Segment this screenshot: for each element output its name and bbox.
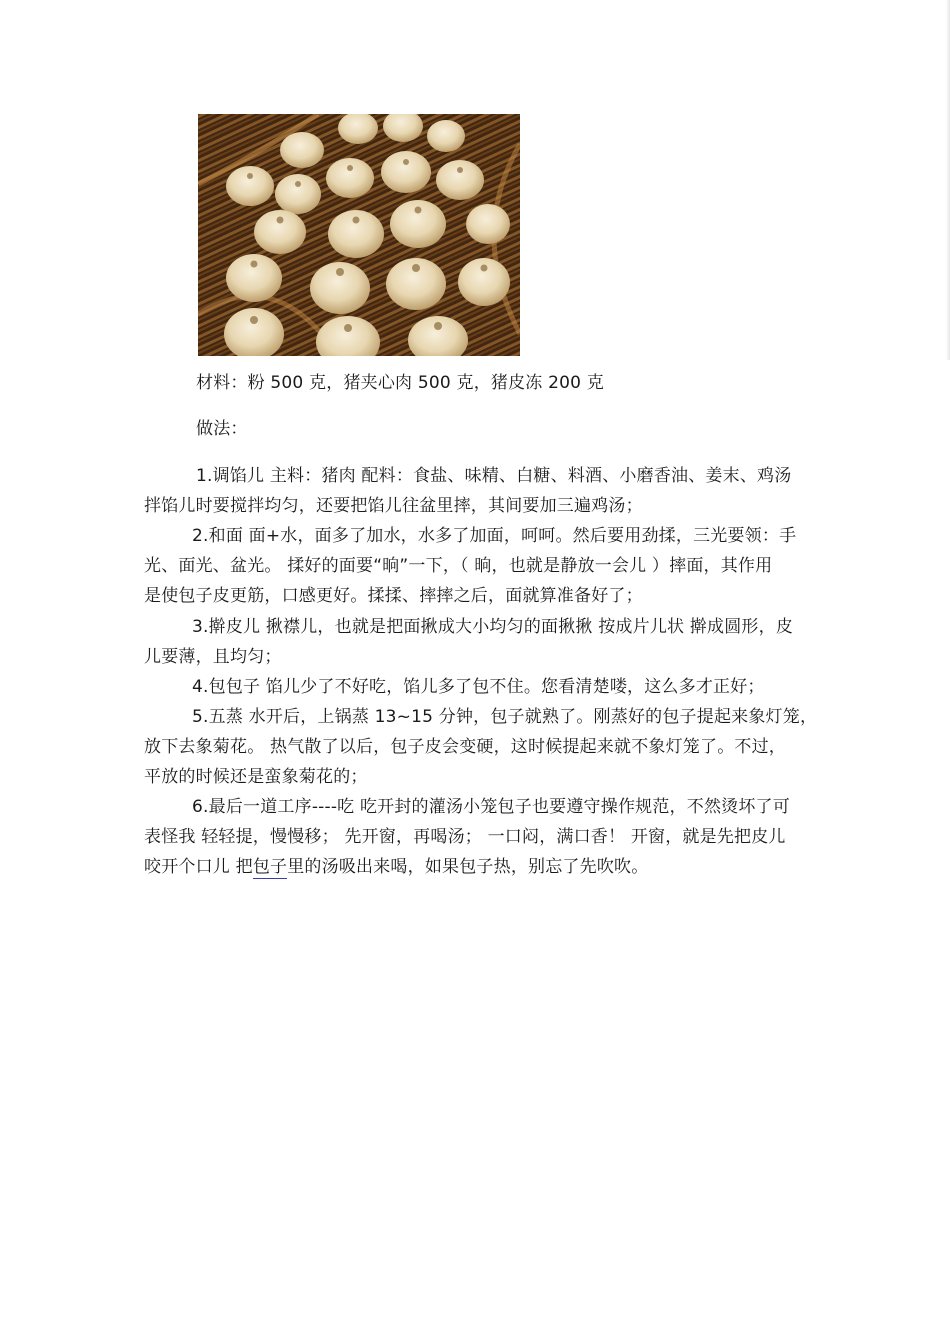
underlined-word: 包子	[252, 857, 288, 877]
step-4-line-1: 4.包包子 馅儿少了不好吃，馅儿多了包不住。您看清楚喽，这么多才正好；	[192, 677, 765, 697]
step-6-line-2: 表怪我 轻轻提，慢慢移； 先开窗，再喝汤； 一口闷，满口香！ 开窗，就是先把皮儿	[144, 827, 786, 847]
step-3-line-1: 3.擀皮儿 揪襟儿，也就是把面揪成大小均匀的面揪揪 按成片儿状 擀成圆形，皮	[192, 617, 794, 637]
materials-line: 材料：粉 500 克，猪夹心肉 500 克，猪皮冻 200 克	[196, 373, 604, 393]
step-2-line-1: 2.和面 面+水，面多了加水，水多了加面，呵呵。然后要用劲揉，三光要领：手	[192, 526, 797, 546]
dumplings-photo	[198, 114, 520, 356]
step-6-line-3	[144, 852, 648, 882]
page-edge	[946, 0, 950, 360]
step-5-line-2: 放下去象菊花。 热气散了以后，包子皮会变硬，这时候提起来就不象灯笼了。不过，	[144, 737, 787, 757]
step-1-line-1: 1.调馅儿 主料：猪肉 配料：食盐、味精、白糖、料酒、小磨香油、姜末、鸡汤	[196, 466, 792, 486]
step-6-line-1: 6.最后一道工序----吃 吃开封的灌汤小笼包子也要遵守操作规范，不然烫坏了可	[192, 797, 790, 817]
method-heading: 做法：	[196, 419, 248, 439]
step-6-line-3-before: 咬开个口儿 把	[144, 857, 253, 877]
step-2-line-3: 是使包子皮更筋，口感更好。揉揉、摔摔之后，面就算准备好了；	[144, 586, 643, 606]
step-1-line-2: 拌馅儿时要搅拌均匀，还要把馅儿往盆里摔，其间要加三遍鸡汤；	[144, 496, 643, 516]
step-2-line-2: 光、面光、盆光。 揉好的面要“晌”一下，（ 晌，也就是静放一会儿 ）摔面，其作用	[144, 556, 773, 576]
step-6-line-3-after: 里的汤吸出来喝，如果包子热，别忘了先吹吹。	[287, 857, 649, 877]
step-3-line-2: 儿要薄，且均匀；	[144, 647, 282, 667]
step-5-line-3: 平放的时候还是蛮象菊花的；	[144, 767, 368, 787]
step-5-line-1: 5.五蒸 水开后，上锅蒸 13~15 分钟，包子就熟了。刚蒸好的包子提起来象灯笼，	[192, 707, 818, 727]
